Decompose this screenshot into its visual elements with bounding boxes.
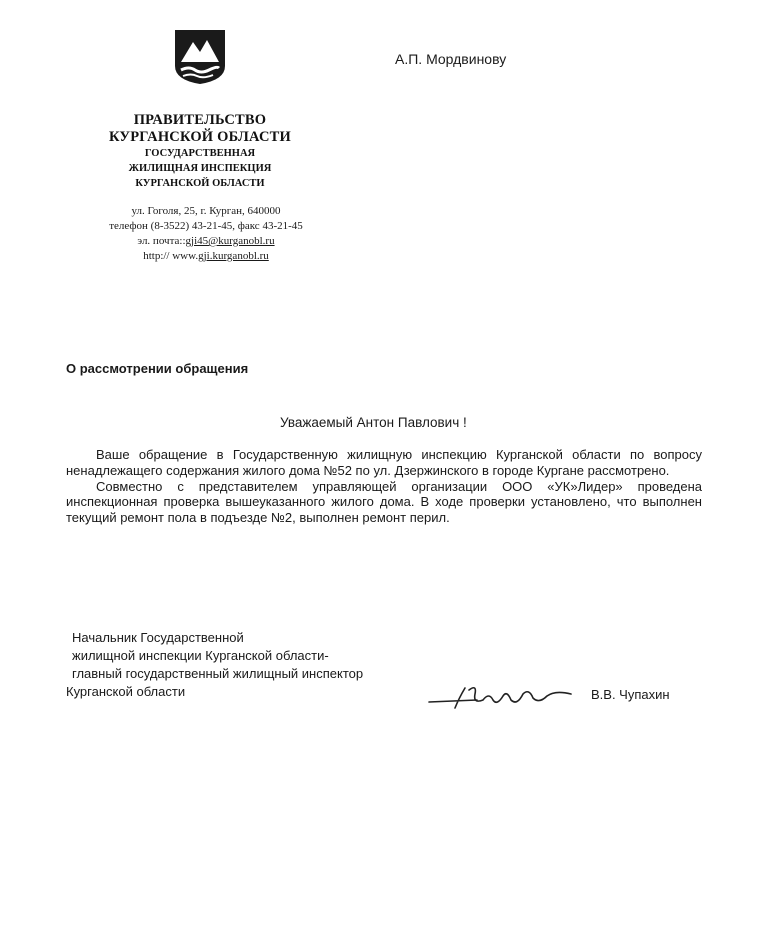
phone-fax: телефон (8-3522) 43-21-45, факс 43-21-45 <box>109 220 303 232</box>
letter-greeting: Уважаемый Антон Павлович ! <box>280 415 467 430</box>
letter-subject: О рассмотрении обращения <box>66 361 249 376</box>
org-region-line-2: КУРГАНСКОЙ ОБЛАСТИ <box>135 178 265 189</box>
signer-title-block <box>66 629 422 701</box>
body-paragraph-1: Ваше обращение в Государственную жилищную инспекцию Курганской области по вопросу ненадлежащего содержания жилого дома №52 по ул. Дзержинского в городе Кургане рассмотрено. <box>66 447 702 478</box>
signer-title-line-2: жилищной инспекции Курганской области- <box>72 648 329 663</box>
organization-header <box>90 112 310 191</box>
email-label: эл. почта:: <box>137 235 186 247</box>
org-government-line: ПРАВИТЕЛЬСТВО <box>133 112 267 128</box>
handwritten-signature <box>425 680 575 714</box>
signer-title-line-1: Начальник Государственной <box>72 630 244 645</box>
website-link[interactable]: gji.kurganobl.ru <box>198 250 269 262</box>
recipient-name: А.П. Мордвинову <box>395 51 507 67</box>
website-line <box>86 249 326 264</box>
letter-body <box>66 447 702 526</box>
signer-title-line-4: Курганской области <box>66 684 186 699</box>
email-line <box>86 234 326 249</box>
org-region-line: КУРГАНСКОЙ ОБЛАСТИ <box>108 129 291 145</box>
body-paragraph-2: Совместно с представителем управляющей организации ООО «УК»Лидер» проведена инспекционная проверка вышеуказанного жилого дома. В ходе проверки установлено, что выполнен текущий ремонт пола в подъезде №2, выполнен ремонт перил. <box>66 478 702 526</box>
website-label: http:// www. <box>143 250 199 262</box>
org-inspection-line: ЖИЛИЩНАЯ ИНСПЕКЦИЯ <box>128 163 272 174</box>
org-state-line: ГОСУДАРСТВЕННАЯ <box>144 148 256 159</box>
signer-name: В.В. Чупахин <box>591 687 670 702</box>
contact-block <box>86 204 326 264</box>
signer-title-line-3: главный государственный жилищный инспектор <box>72 666 364 681</box>
coat-of-arms-emblem <box>173 28 227 86</box>
email-link[interactable]: gji45@kurganobl.ru <box>185 235 275 247</box>
postal-address: ул. Гоголя, 25, г. Курган, 640000 <box>131 205 281 217</box>
